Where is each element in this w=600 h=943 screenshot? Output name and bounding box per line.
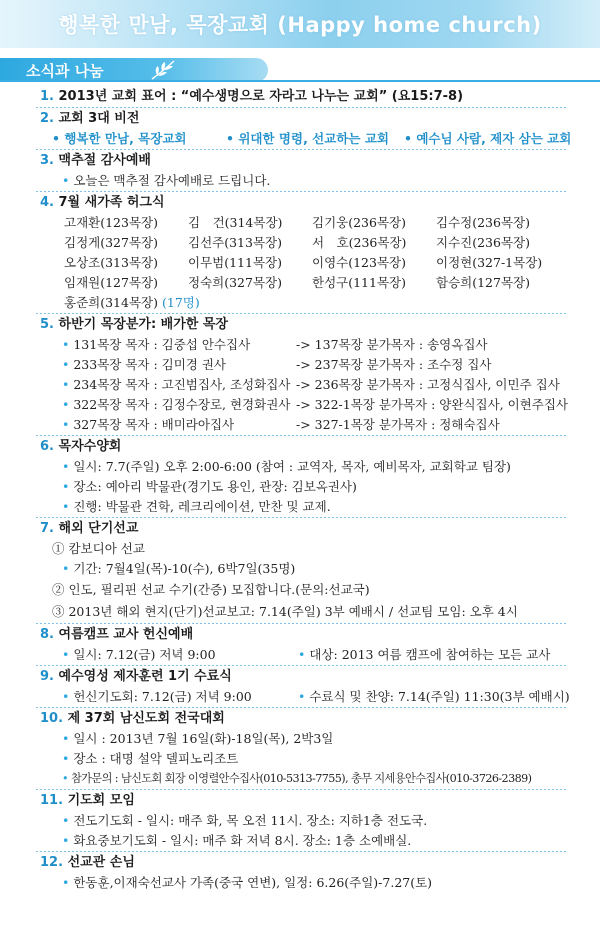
bullet-icon: • — [62, 397, 70, 412]
bullet-icon: • — [62, 772, 68, 785]
division-row: • 131목장 목자 : 김중섭 안수집사 -> 137목장 분가목자 : 송영옥집사 — [62, 337, 488, 352]
item-title: 맥추절 감사예배 — [58, 153, 151, 168]
leaf-icon — [148, 59, 178, 81]
news-content — [0, 86, 600, 893]
vision-item: • 행복한 만남, 목장교회 — [52, 131, 187, 146]
list-item: ③ 2013년 해외 현지(단기)선교보고: 7.14(주일) 3부 예배시 / 선교팀 모임: 오후 4시 — [52, 604, 518, 619]
item-heading — [40, 86, 600, 107]
item-heading — [40, 624, 600, 645]
list-item: • 헌신기도회: 7.12(금) 저녁 9:00 • 수료식 및 찬양: 7.14(주일) 11:30(3부 예배시) — [62, 689, 570, 704]
item-heading — [40, 666, 600, 687]
item-title: 기도회 모임 — [67, 793, 135, 808]
item-title: 선교관 손님 — [67, 855, 135, 870]
list-item: • 전도기도회 - 일시: 매주 화, 목 오전 11시. 장소: 지하1층 전도국. — [62, 813, 428, 828]
item-8 — [0, 624, 600, 666]
page-title: 행복한 만남, 목장교회 (Happy home church) — [58, 13, 542, 37]
item-number: 4. — [40, 195, 54, 210]
vision-item: • 위대한 명령, 선교하는 교회 — [226, 131, 389, 146]
bullet-icon: • — [62, 417, 70, 432]
item-number: 2. — [40, 111, 54, 126]
newcomer-count: (17명) — [161, 295, 200, 310]
item-1 — [0, 86, 600, 108]
vision-item: • 예수님 사람, 제자 삼는 교회 — [404, 131, 572, 146]
newcomer-name: 이영수(123목장) — [312, 255, 406, 270]
newcomer-row — [0, 273, 600, 293]
item-heading — [40, 192, 600, 213]
newcomer-name: 홍준희(314목장) — [64, 295, 158, 310]
newcomer-name: 지수진(236목장) — [436, 235, 530, 250]
item-6 — [0, 436, 600, 518]
list-item: • 기간: 7월4일(목)-10(수), 6박7일(35명) — [62, 561, 296, 576]
vision-row — [0, 129, 600, 149]
list-item: • 일시: 7.7(주일) 오후 2:00-6:00 (참여 : 교역자, 목자, 예비목자, 교회학교 팀장) — [62, 459, 511, 474]
newcomer-name: 임재원(127목장) — [64, 275, 158, 290]
list-item: • 일시: 7.12(금) 저녁 9:00 • 대상: 2013 여름 캠프에 참여하는 모든 교사 — [62, 647, 551, 662]
item-heading — [40, 436, 600, 457]
list-item: • 장소 : 대명 설악 델피노리조트 — [62, 751, 239, 766]
item-number: 1. — [40, 89, 54, 104]
division-row: • 322목장 목자 : 김정수장로, 현경화권사 -> 322-1목장 분가목자 : 양완식집사, 이현주집사 — [62, 397, 568, 412]
division-row: • 234목장 목자 : 고진범집사, 조성화집사 -> 236목장 분가목자 : 고정식집사, 이민주 집사 — [62, 377, 560, 392]
item-number: 11. — [40, 793, 64, 808]
division-row: • 327목장 목자 : 배미라아집사 -> 327-1목장 분가목자 : 정해숙집사 — [62, 417, 500, 432]
bullet-icon: • — [62, 459, 70, 474]
item-title: 7월 새가족 허그식 — [58, 195, 165, 210]
item-9 — [0, 666, 600, 708]
bullet-icon: • — [62, 173, 70, 188]
bullet-icon: • — [62, 751, 70, 766]
item-number: 12. — [40, 855, 64, 870]
bullet-icon: • — [62, 647, 70, 662]
bullet-icon: • — [298, 647, 306, 662]
newcomer-name: 김선주(313목장) — [188, 235, 282, 250]
item-heading — [40, 852, 600, 873]
item-10 — [0, 708, 600, 790]
list-item: • 장소: 예아리 박물관(경기도 용인, 관장: 김보옥권사) — [62, 479, 357, 494]
list-item: • 화요중보기도회 - 일시: 매주 화 저녁 8시. 장소: 1층 소예배실. — [62, 833, 412, 848]
newcomer-row — [0, 253, 600, 273]
list-item: • 진행: 박물관 견학, 레크리에이션, 만찬 및 교제. — [62, 499, 331, 514]
newcomer-name: 김수정(236목장) — [436, 215, 530, 230]
newcomer-name: 김 건(314목장) — [188, 215, 283, 230]
list-item: • 오늘은 맥추절 감사예배로 드립니다. — [62, 173, 271, 188]
item-title: 해외 단기선교 — [58, 521, 139, 536]
header-banner — [0, 0, 600, 48]
item-heading — [40, 518, 600, 539]
item-12 — [0, 852, 600, 893]
newcomer-row — [0, 233, 600, 253]
item-number: 7. — [40, 521, 54, 536]
newcomer-name: 이무범(111목장) — [188, 255, 282, 270]
item-heading — [40, 108, 600, 129]
item-title: 예수영성 제자훈련 1기 수료식 — [58, 669, 232, 684]
newcomer-name: 함승희(127목장) — [436, 275, 530, 290]
bullet-icon: • — [62, 875, 70, 890]
item-number: 6. — [40, 439, 54, 454]
bullet-icon: • — [62, 357, 70, 372]
item-11 — [0, 790, 600, 852]
item-4 — [0, 192, 600, 314]
list-item: ① 캄보디아 선교 — [52, 541, 145, 556]
list-item: • 참가문의 : 남신도회 회장 이영렬안수집사(010-5313-7755), 총무 지세용안수집사(010-3726-2389) — [62, 772, 532, 785]
newcomer-name: 김정게(327목장) — [64, 235, 158, 250]
item-title: 2013년 교회 표어 : “예수생명으로 자라고 나누는 교회” (요15:7-8) — [58, 89, 464, 104]
item-number: 5. — [40, 317, 54, 332]
item-5 — [0, 314, 600, 436]
item-heading — [40, 314, 600, 335]
list-item: • 일시 : 2013년 7월 16일(화)-18일(목), 2박3일 — [62, 731, 334, 746]
bullet-icon: • — [62, 479, 70, 494]
bullet-icon: • — [62, 337, 70, 352]
section-label: 소식과 나눔 — [26, 62, 104, 80]
newcomer-name: 이정현(327-1목장) — [436, 255, 543, 270]
list-item: • 한동훈,이재숙선교사 가족(중국 연변), 일정: 6.26(주일)-7.27(토) — [62, 875, 433, 890]
newcomer-name: 고재환(123목장) — [64, 215, 158, 230]
item-3 — [0, 150, 600, 192]
item-heading — [40, 150, 600, 171]
section-bar — [0, 58, 600, 82]
newcomer-name: 한성구(111목장) — [312, 275, 406, 290]
item-title: 목자수양회 — [58, 439, 122, 454]
item-title: 여름캠프 교사 헌신예배 — [58, 627, 194, 642]
bullet-icon: • — [62, 561, 70, 576]
item-number: 8. — [40, 627, 54, 642]
division-row: • 233목장 목자 : 김미경 권사 -> 237목장 분가목자 : 조수정 집사 — [62, 357, 492, 372]
item-title: 하반기 목장분가: 배가한 목장 — [58, 317, 228, 332]
newcomer-row — [0, 213, 600, 233]
item-7 — [0, 518, 600, 624]
bullet-icon: • — [62, 813, 70, 828]
bullet-icon: • — [62, 689, 70, 704]
item-heading — [40, 790, 600, 811]
item-number: 9. — [40, 669, 54, 684]
item-heading — [40, 708, 600, 729]
bullet-icon: • — [62, 499, 70, 514]
bullet-icon: • — [62, 833, 70, 848]
newcomer-row — [0, 293, 600, 313]
bullet-icon: • — [62, 731, 70, 746]
item-2 — [0, 108, 600, 150]
newcomer-name: 서 호(236목장) — [312, 235, 407, 250]
newcomer-name: 오상조(313목장) — [64, 255, 158, 270]
newcomer-name: 정숙희(327목장) — [188, 275, 282, 290]
item-title: 제 37회 남신도회 전국대회 — [67, 711, 225, 726]
item-title: 교회 3대 비전 — [58, 111, 140, 126]
item-number: 10. — [40, 711, 64, 726]
newcomer-name: 김기웅(236목장) — [312, 215, 406, 230]
list-item: ② 인도, 필리핀 선교 수기(간증) 모집합니다.(문의:선교국) — [52, 582, 370, 597]
bullet-icon: • — [298, 689, 306, 704]
bullet-icon: • — [62, 377, 70, 392]
item-number: 3. — [40, 153, 54, 168]
